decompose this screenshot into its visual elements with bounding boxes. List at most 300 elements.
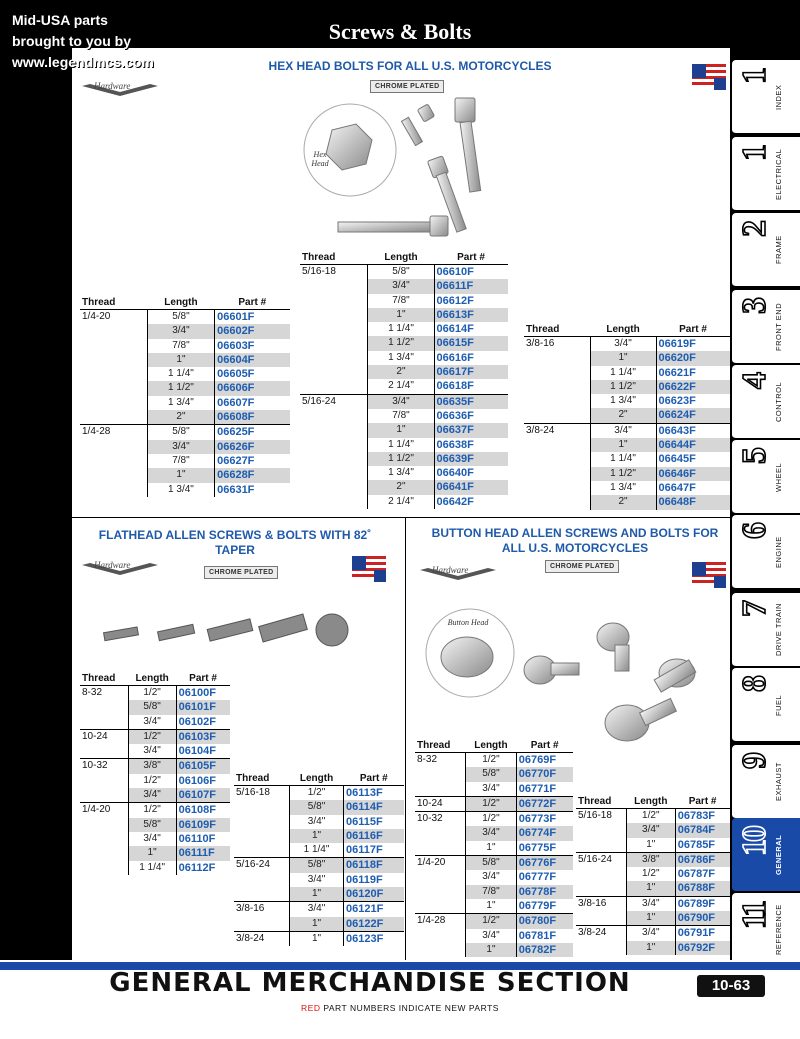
table-header bbox=[234, 772, 404, 786]
thread-cell bbox=[80, 353, 147, 367]
length-cell: 1/2" bbox=[466, 753, 517, 768]
tab-exhaust[interactable] bbox=[732, 745, 800, 819]
length-cell: 1/2" bbox=[128, 803, 176, 818]
length-cell: 3/4" bbox=[590, 423, 656, 438]
length-cell: 3/4" bbox=[368, 279, 434, 293]
thread-cell: 1/4-20 bbox=[415, 856, 466, 871]
part-number-cell: 06611F bbox=[434, 279, 508, 293]
table-row bbox=[415, 767, 573, 781]
tab-number: 4 bbox=[736, 375, 773, 389]
tab-label: DRIVE TRAIN bbox=[774, 603, 783, 657]
length-cell: 1" bbox=[626, 911, 675, 926]
table-row bbox=[300, 452, 508, 466]
thread-cell bbox=[524, 394, 590, 408]
footnote bbox=[0, 1003, 800, 1013]
part-number-cell: 06772F bbox=[516, 796, 573, 811]
part-number-cell: 06103F bbox=[176, 729, 230, 744]
table-row bbox=[234, 917, 404, 932]
length-cell: 5/8" bbox=[147, 310, 214, 325]
table-row bbox=[80, 861, 230, 875]
part-number-cell: 06776F bbox=[516, 856, 573, 871]
watermark-line-3: www.legendmcs.com bbox=[12, 54, 154, 70]
part-number-cell: 06773F bbox=[516, 812, 573, 827]
length-header: Length bbox=[626, 795, 675, 809]
table-row bbox=[576, 809, 730, 824]
length-cell: 2" bbox=[368, 480, 434, 494]
part-number-cell: 06110F bbox=[178, 832, 216, 845]
brand-logo-text: Hardware bbox=[94, 560, 131, 570]
part-number-cell: 06622F bbox=[656, 380, 730, 394]
flat-section-title: FLATHEAD ALLEN SCREWS & BOLTS WITH 82˚ TAPER bbox=[98, 528, 372, 557]
thread-cell bbox=[576, 941, 626, 955]
part-number-cell: 06619F bbox=[658, 338, 696, 350]
table-row bbox=[80, 468, 290, 482]
table-header bbox=[524, 323, 730, 337]
part-number-cell: 06784F bbox=[675, 823, 730, 837]
part-number-cell: 06642F bbox=[436, 495, 474, 508]
table-row bbox=[415, 899, 573, 914]
length-cell: 7/8" bbox=[368, 294, 434, 308]
table-row bbox=[80, 700, 230, 714]
part-number-cell: 06777F bbox=[518, 871, 557, 884]
brand-logo bbox=[80, 557, 160, 577]
length-cell: 1" bbox=[290, 887, 344, 902]
table-row bbox=[80, 774, 230, 788]
thread-header: Thread bbox=[80, 296, 147, 310]
length-cell: 3/4" bbox=[626, 926, 675, 941]
hex-table-3 bbox=[524, 323, 730, 510]
part-header: Part # bbox=[176, 672, 230, 686]
thread-cell bbox=[300, 322, 368, 336]
part-number-cell: 06778F bbox=[516, 885, 573, 899]
thread-cell: 3/8-16 bbox=[576, 896, 626, 911]
thread-cell: 1/4-28 bbox=[80, 425, 147, 440]
part-number-cell: 06785F bbox=[677, 838, 716, 851]
length-cell: 1 1/4" bbox=[590, 452, 656, 466]
length-header: Length bbox=[368, 251, 434, 265]
table-header bbox=[80, 672, 230, 686]
thread-cell: 10-24 bbox=[415, 796, 466, 811]
part-number-cell: 06614F bbox=[436, 323, 474, 336]
part-number-cell: 06120F bbox=[344, 887, 404, 902]
tab-number: 11 bbox=[736, 903, 773, 930]
thread-cell bbox=[300, 423, 368, 437]
table-row bbox=[300, 351, 508, 365]
length-cell: 2" bbox=[590, 408, 656, 423]
table-row bbox=[80, 410, 290, 425]
part-number-cell: 06792F bbox=[675, 941, 730, 955]
tab-front-end[interactable] bbox=[732, 290, 800, 364]
table-row bbox=[300, 265, 508, 280]
part-number-cell: 06122F bbox=[344, 917, 404, 932]
table-row bbox=[524, 394, 730, 408]
length-cell: 1" bbox=[368, 423, 434, 437]
thread-cell bbox=[80, 846, 128, 860]
part-number-cell: 06603F bbox=[217, 339, 255, 352]
section-divider bbox=[72, 517, 730, 518]
table-row bbox=[576, 911, 730, 926]
length-cell: 1 3/4" bbox=[147, 483, 214, 497]
table-row bbox=[415, 856, 573, 871]
part-number-cell: 06774F bbox=[516, 826, 573, 840]
brand-logo-text: Hardware bbox=[432, 565, 469, 575]
part-number-cell: 06115F bbox=[346, 815, 383, 828]
part-number-cell: 06631F bbox=[217, 483, 255, 496]
length-cell: 7/8" bbox=[147, 339, 214, 353]
tab-wheel[interactable] bbox=[732, 440, 800, 514]
table-row bbox=[300, 322, 508, 336]
table-row bbox=[300, 336, 508, 350]
thread-cell: 10-24 bbox=[80, 729, 128, 744]
thread-cell: 3/8-16 bbox=[526, 338, 555, 349]
watermark bbox=[12, 10, 154, 73]
part-number-cell: 06112F bbox=[178, 861, 216, 874]
page-number: 10-63 bbox=[697, 975, 765, 997]
table-row bbox=[234, 902, 404, 917]
thread-cell bbox=[234, 873, 290, 887]
table-row bbox=[80, 440, 290, 454]
tab-number: 1 bbox=[736, 147, 773, 161]
part-number-cell: 06775F bbox=[518, 841, 557, 854]
tab-number: 5 bbox=[736, 450, 773, 464]
thread-cell: 5/16-18 bbox=[302, 266, 336, 277]
thread-cell bbox=[524, 495, 590, 509]
thread-cell bbox=[576, 867, 626, 881]
table-row bbox=[415, 796, 573, 811]
tab-drive-train[interactable] bbox=[732, 593, 800, 667]
table-row bbox=[524, 351, 730, 365]
part-number-cell: 06107F bbox=[176, 788, 230, 803]
thread-header: Thread bbox=[300, 251, 368, 265]
table-row bbox=[80, 483, 290, 497]
page-title: Screws & Bolts bbox=[328, 19, 472, 44]
part-number-cell: 06606F bbox=[215, 381, 290, 395]
usa-flag-icon bbox=[692, 562, 726, 588]
table-row bbox=[80, 425, 290, 440]
thread-cell bbox=[80, 381, 147, 395]
thread-cell bbox=[415, 826, 466, 840]
brand-logo bbox=[418, 562, 498, 582]
part-number-cell: 06104F bbox=[178, 745, 216, 758]
thread-cell bbox=[576, 838, 626, 853]
length-cell: 5/8" bbox=[368, 265, 434, 280]
thread-cell bbox=[524, 351, 590, 365]
table-row bbox=[80, 310, 290, 325]
length-cell: 1 1/2" bbox=[368, 452, 434, 466]
thread-cell bbox=[415, 870, 466, 884]
thread-header: Thread bbox=[524, 323, 590, 337]
tab-electrical[interactable] bbox=[732, 137, 800, 211]
button-head-callout: Button Head bbox=[447, 618, 489, 627]
part-number-cell: 06648F bbox=[656, 495, 730, 509]
table-row bbox=[415, 753, 573, 768]
length-cell: 1" bbox=[626, 838, 675, 853]
tab-number: 2 bbox=[736, 223, 773, 237]
tab-label: WHEEL bbox=[774, 462, 783, 492]
part-number-cell: 06109F bbox=[176, 818, 230, 832]
length-cell: 7/8" bbox=[368, 409, 434, 423]
length-cell: 1 1/4" bbox=[290, 843, 344, 858]
thread-cell: 8-32 bbox=[417, 754, 438, 765]
table-row bbox=[576, 823, 730, 837]
hex-section-title: HEX HEAD BOLTS FOR ALL U.S. MOTORCYCLES bbox=[268, 59, 552, 73]
thread-cell: 1/4-28 bbox=[415, 914, 466, 929]
part-number-cell: 06616F bbox=[436, 351, 474, 364]
part-number-cell: 06618F bbox=[436, 380, 474, 393]
flat-table-1 bbox=[80, 672, 230, 875]
tab-number: 3 bbox=[736, 300, 773, 314]
table-row bbox=[524, 495, 730, 509]
length-cell: 1/2" bbox=[626, 809, 675, 824]
table-row bbox=[524, 438, 730, 452]
part-number-cell: 06788F bbox=[675, 881, 730, 896]
hex-table-1 bbox=[80, 296, 290, 497]
length-cell: 1" bbox=[466, 943, 517, 957]
length-cell: 1/2" bbox=[128, 729, 176, 744]
thread-cell bbox=[300, 351, 368, 365]
length-cell: 1/2" bbox=[466, 796, 517, 811]
length-header: Length bbox=[128, 672, 176, 686]
thread-cell bbox=[300, 438, 368, 452]
tab-general[interactable] bbox=[732, 818, 800, 892]
thread-cell bbox=[80, 468, 147, 482]
length-cell: 1" bbox=[290, 829, 344, 843]
table-row bbox=[524, 467, 730, 481]
length-header: Length bbox=[147, 296, 214, 310]
tab-number: 10 bbox=[736, 828, 773, 856]
table-row bbox=[415, 885, 573, 899]
part-number-cell: 06114F bbox=[344, 800, 404, 814]
button-table-1 bbox=[415, 739, 573, 957]
length-cell: 5/8" bbox=[147, 425, 214, 440]
thread-cell bbox=[80, 715, 128, 730]
part-number-cell: 06612F bbox=[436, 294, 474, 307]
part-number-cell: 06623F bbox=[658, 395, 696, 408]
watermark-line-1: Mid-USA parts bbox=[12, 12, 108, 28]
length-cell: 3/4" bbox=[466, 929, 517, 943]
table-row bbox=[576, 896, 730, 911]
part-number-cell: 06636F bbox=[436, 409, 474, 422]
length-cell: 1" bbox=[147, 468, 214, 482]
thread-cell bbox=[234, 917, 290, 932]
thread-cell bbox=[80, 788, 128, 803]
hex-finish-badge: CHROME PLATED bbox=[370, 80, 444, 93]
table-row bbox=[300, 438, 508, 452]
thread-cell bbox=[524, 481, 590, 495]
tab-reference[interactable] bbox=[732, 893, 800, 967]
thread-cell: 10-32 bbox=[80, 759, 128, 774]
length-cell: 1 1/2" bbox=[368, 336, 434, 350]
thread-cell: 5/16-18 bbox=[236, 787, 270, 798]
table-row bbox=[234, 800, 404, 814]
thread-cell bbox=[80, 324, 147, 338]
length-cell: 3/4" bbox=[290, 902, 344, 917]
part-number-cell: 06113F bbox=[346, 787, 383, 799]
length-cell: 1" bbox=[466, 899, 517, 914]
thread-cell bbox=[80, 339, 147, 353]
tab-number: 9 bbox=[736, 755, 773, 769]
length-cell: 3/8" bbox=[128, 759, 176, 774]
part-number-cell: 06116F bbox=[344, 829, 404, 843]
length-cell: 2 1/4" bbox=[368, 495, 434, 509]
length-cell: 1 1/2" bbox=[147, 381, 214, 395]
table-row bbox=[300, 480, 508, 494]
table-row bbox=[80, 832, 230, 846]
table-row bbox=[80, 381, 290, 395]
table-header bbox=[576, 795, 730, 809]
part-number-cell: 06639F bbox=[434, 452, 508, 466]
part-number-cell: 06101F bbox=[176, 700, 230, 714]
length-cell: 3/4" bbox=[290, 873, 344, 887]
table-row bbox=[80, 744, 230, 759]
length-cell: 3/4" bbox=[626, 823, 675, 837]
table-row bbox=[234, 887, 404, 902]
part-header: Part # bbox=[516, 739, 573, 753]
part-number-cell: 06783F bbox=[677, 810, 716, 822]
table-row bbox=[234, 843, 404, 858]
brand-logo-text: Hardware bbox=[94, 81, 131, 91]
length-cell: 1 1/4" bbox=[368, 322, 434, 336]
tab-label: FRAME bbox=[774, 235, 783, 265]
table-row bbox=[300, 308, 508, 322]
tab-label: ENGINE bbox=[774, 536, 783, 568]
table-row bbox=[234, 931, 404, 946]
tab-index[interactable] bbox=[732, 60, 800, 134]
watermark-line-2: brought to you by bbox=[12, 33, 131, 49]
thread-cell bbox=[300, 409, 368, 423]
part-number-cell: 06602F bbox=[215, 324, 290, 338]
part-number-cell: 06786F bbox=[675, 852, 730, 867]
length-cell: 1 3/4" bbox=[147, 396, 214, 410]
part-number-cell: 06644F bbox=[656, 438, 730, 452]
part-header: Part # bbox=[434, 251, 508, 265]
table-row bbox=[80, 818, 230, 832]
thread-cell bbox=[415, 841, 466, 856]
part-number-cell: 06627F bbox=[217, 454, 255, 467]
length-cell: 7/8" bbox=[466, 885, 517, 899]
thread-cell: 5/16-24 bbox=[576, 852, 626, 867]
length-cell: 1" bbox=[590, 351, 656, 365]
left-margin-bar bbox=[0, 0, 72, 960]
thread-cell bbox=[300, 379, 368, 394]
table-row bbox=[576, 867, 730, 881]
length-cell: 3/4" bbox=[626, 896, 675, 911]
table-row bbox=[300, 379, 508, 394]
thread-cell: 3/8-24 bbox=[576, 926, 626, 941]
footer-title: GENERAL MERCHANDISE SECTION bbox=[109, 968, 631, 998]
table-row bbox=[300, 294, 508, 308]
table-row bbox=[300, 495, 508, 509]
part-number-cell: 06779F bbox=[518, 899, 557, 912]
part-number-cell: 06769F bbox=[518, 754, 557, 766]
part-number-cell: 06121F bbox=[344, 902, 404, 917]
thread-cell: 1/4-20 bbox=[82, 311, 111, 322]
length-cell: 5/8" bbox=[466, 767, 517, 781]
thread-cell bbox=[300, 480, 368, 494]
table-row bbox=[300, 279, 508, 293]
length-cell: 1" bbox=[590, 438, 656, 452]
length-header: Length bbox=[466, 739, 517, 753]
table-row bbox=[415, 870, 573, 884]
length-cell: 2" bbox=[590, 495, 656, 509]
usa-flag-icon bbox=[352, 556, 386, 582]
tab-number: 8 bbox=[736, 678, 773, 692]
table-row bbox=[234, 858, 404, 873]
tab-number: 6 bbox=[736, 525, 773, 539]
part-number-cell: 06771F bbox=[518, 782, 557, 795]
table-row bbox=[80, 353, 290, 367]
part-number-cell: 06610F bbox=[436, 266, 474, 278]
thread-header: Thread bbox=[576, 795, 626, 809]
table-row bbox=[80, 788, 230, 803]
table-row bbox=[300, 466, 508, 480]
table-row bbox=[524, 380, 730, 394]
thread-cell bbox=[524, 438, 590, 452]
table-row bbox=[300, 409, 508, 423]
length-cell: 3/4" bbox=[466, 826, 517, 840]
thread-cell bbox=[234, 829, 290, 843]
tab-fuel[interactable] bbox=[732, 668, 800, 742]
length-cell: 1" bbox=[368, 308, 434, 322]
thread-cell: 10-32 bbox=[415, 812, 466, 827]
thread-cell bbox=[300, 466, 368, 480]
thread-cell bbox=[524, 452, 590, 466]
thread-cell bbox=[80, 410, 147, 425]
length-cell: 1" bbox=[290, 931, 344, 946]
tab-engine[interactable] bbox=[732, 515, 800, 589]
length-cell: 2" bbox=[368, 365, 434, 379]
thread-cell: 8-32 bbox=[82, 687, 103, 698]
part-number-cell: 06605F bbox=[217, 368, 255, 381]
thread-cell bbox=[80, 454, 147, 468]
thread-cell bbox=[80, 440, 147, 454]
length-cell: 1 1/4" bbox=[147, 367, 214, 381]
footnote-red: RED bbox=[301, 1003, 321, 1013]
table-row bbox=[576, 881, 730, 896]
thread-cell bbox=[415, 899, 466, 914]
tab-frame[interactable] bbox=[732, 213, 800, 287]
thread-cell bbox=[300, 495, 368, 509]
part-number-cell: 06105F bbox=[176, 759, 230, 774]
part-number-cell: 06108F bbox=[176, 803, 230, 818]
part-number-cell: 06621F bbox=[658, 366, 696, 379]
thread-cell bbox=[80, 483, 147, 497]
length-cell: 1 3/4" bbox=[368, 466, 434, 480]
length-cell: 3/4" bbox=[147, 324, 214, 338]
length-header: Length bbox=[290, 772, 344, 786]
part-header: Part # bbox=[675, 795, 730, 809]
thread-cell bbox=[524, 366, 590, 380]
thread-cell: 5/16-24 bbox=[300, 394, 368, 409]
tab-label: FRONT END bbox=[774, 302, 783, 352]
part-number-cell: 06119F bbox=[346, 873, 383, 886]
thread-cell bbox=[234, 843, 290, 858]
length-cell: 1/2" bbox=[626, 867, 675, 881]
part-number-cell: 06791F bbox=[675, 926, 730, 941]
table-row bbox=[80, 454, 290, 468]
part-number-cell: 06625F bbox=[215, 425, 290, 440]
thread-cell bbox=[80, 744, 128, 759]
tab-label: REFERENCE bbox=[774, 904, 783, 956]
part-number-cell: 06790F bbox=[675, 911, 730, 926]
table-row bbox=[80, 339, 290, 353]
tab-control[interactable] bbox=[732, 365, 800, 439]
part-header: Part # bbox=[656, 323, 730, 337]
table-row bbox=[80, 367, 290, 381]
tab-label: GENERAL bbox=[774, 834, 783, 876]
length-cell: 1/2" bbox=[128, 686, 176, 701]
thread-cell bbox=[415, 767, 466, 781]
